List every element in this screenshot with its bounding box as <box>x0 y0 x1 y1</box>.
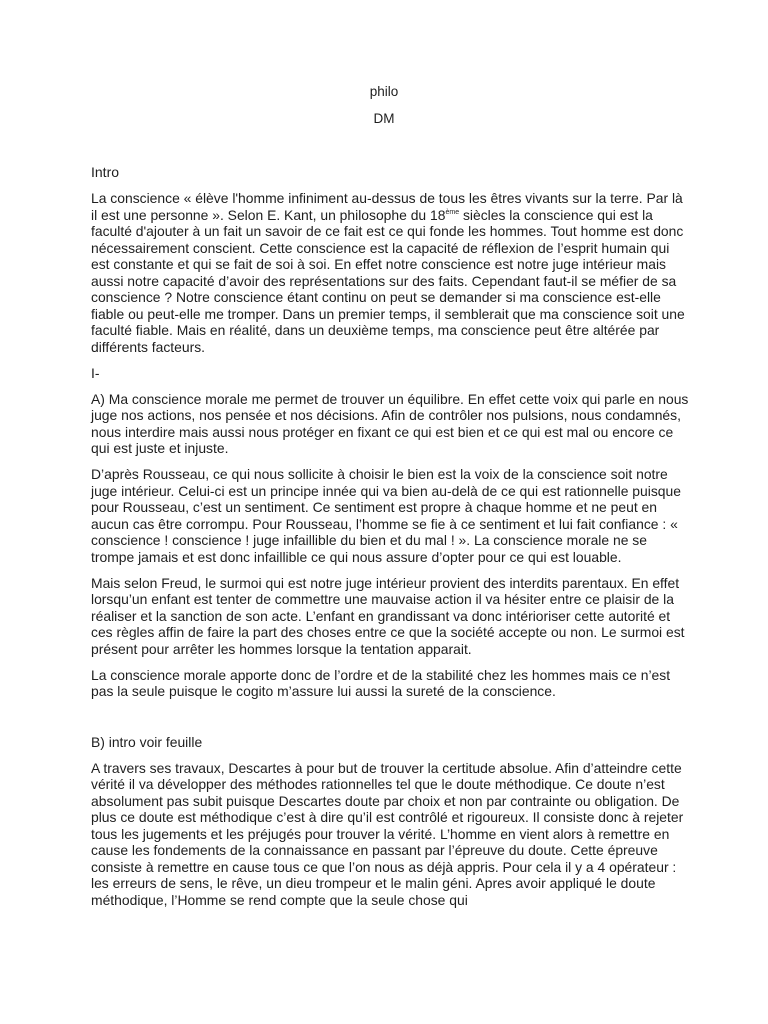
document-title: philo <box>369 84 399 99</box>
intro-superscript: ème <box>445 208 460 216</box>
intro-heading: Intro <box>91 164 120 180</box>
intro-paragraph <box>91 190 691 355</box>
intro-text-b: siècles la conscience qui est la faculté d'ajouter à un fait un savoir de ce fait est ce qui fonde les hommes. Tout homme est donc nécessairement conscient. Cette conscience est la capacité de réflexion de l’esprit humain qui est constante et qui se fait de soi à soi. En effet notre conscience est notre juge intérieur mais aussi notre capacité d’avoir des représentations sur des faits. Cependant faut-il se méfier de sa conscience ? Notre conscience étant continu on peut se demander si ma conscience est-elle fiable ou peut-elle me tromper. Dans un premier temps, il semblerait que ma conscience soit une faculté fiable. Mais en réalité, dans un deuxième temps, ma conscience peut être altérée par différents facteurs. <box>91 206 685 355</box>
document-subtitle: DM <box>373 111 395 126</box>
paragraph-conclusion-a: La conscience morale apporte donc de l’ordre et de la stabilité chez les hommes mais ce n’est pas la seule puisque le cogito m’assure lui aussi la sureté de la conscience. <box>91 666 671 699</box>
part1-label: I- <box>91 364 100 381</box>
paragraph-b-heading: B) intro voir feuille <box>91 733 203 750</box>
paragraph-a: A) Ma conscience morale me permet de trouver un équilibre. En effet cette voix qui parle en nous juge nos actions, nos pensée et nos décisions. Afin de contrôler nos pulsions, nous condamnés, nous interdire mais aussi nous protéger en fixant ce qui est bien et ce qui est mal ou encore ce qui est juste et injuste. <box>91 390 689 456</box>
paragraph-rousseau: D’après Rousseau, ce qui nous sollicite à choisir le bien est la voix de la conscience soit notre juge intérieur. Celui-ci est un principe innée qui va bien au-delà de ce qui est rationnelle puisque pour Rousseau, c’est un sentiment. Ce sentiment est propre à chaque homme et ne peut en aucun cas être corrompu. Pour Rousseau, l’homme se fie à ce sentiment et lui fait confiance : « conscience ! conscience ! juge infaillible du bien et du mal ! ». La conscience morale ne se trompe jamais et est donc infaillible ce qui nous assure d’opter pour ce qui est louable. <box>91 466 681 565</box>
intro-text-a: La conscience « élève l'homme infiniment au-dessus de tous les êtres vivants sur la terre. Par là il est une personne ». Selon E. Kant, un philosophe du 18 <box>91 190 683 223</box>
paragraph-descartes: A travers ses travaux, Descartes à pour but de trouver la certitude absolue. Afin d’atteindre cette vérité il va développer des méthodes rationnelles tel que le doute méthodique. Ce doute n’est absolument pas subit puisque Descartes doute par choix et non par contrainte ou obligation. De plus ce doute est méthodique c’est à dire qu’il est contrôlé et rigoureux. Il consiste donc à rejeter tous les jugements et les préjugés pour trouver la vérité. L’homme en vient alors à remettre en cause les fondements de la connaissance en passant par l’épreuve du doute. Cette épreuve consiste à remettre en cause tous ce que l’on nous as déjà appris. Pour cela il y a 4 opérateur : les erreurs de sens, le rêve, un dieu trompeur et le malin géni. Apres avoir appliqué le doute méthodique, l’Homme se rend compte que la seule chose qui <box>91 759 684 908</box>
paragraph-freud: Mais selon Freud, le surmoi qui est notre juge intérieur provient des interdits parentaux. En effet lorsqu’un enfant est tenter de commettre une mauvaise action il va hésiter entre ce plaisir de la réaliser et la sanction de son acte. L’enfant en grandissant va donc intérioriser cette autorité et ces règles affin de faire la part des choses entre ce que la société accepte ou non. Le surmoi est présent pour arrêter les hommes lorsque la tentation apparait. <box>91 574 685 657</box>
document-body <box>91 164 691 918</box>
